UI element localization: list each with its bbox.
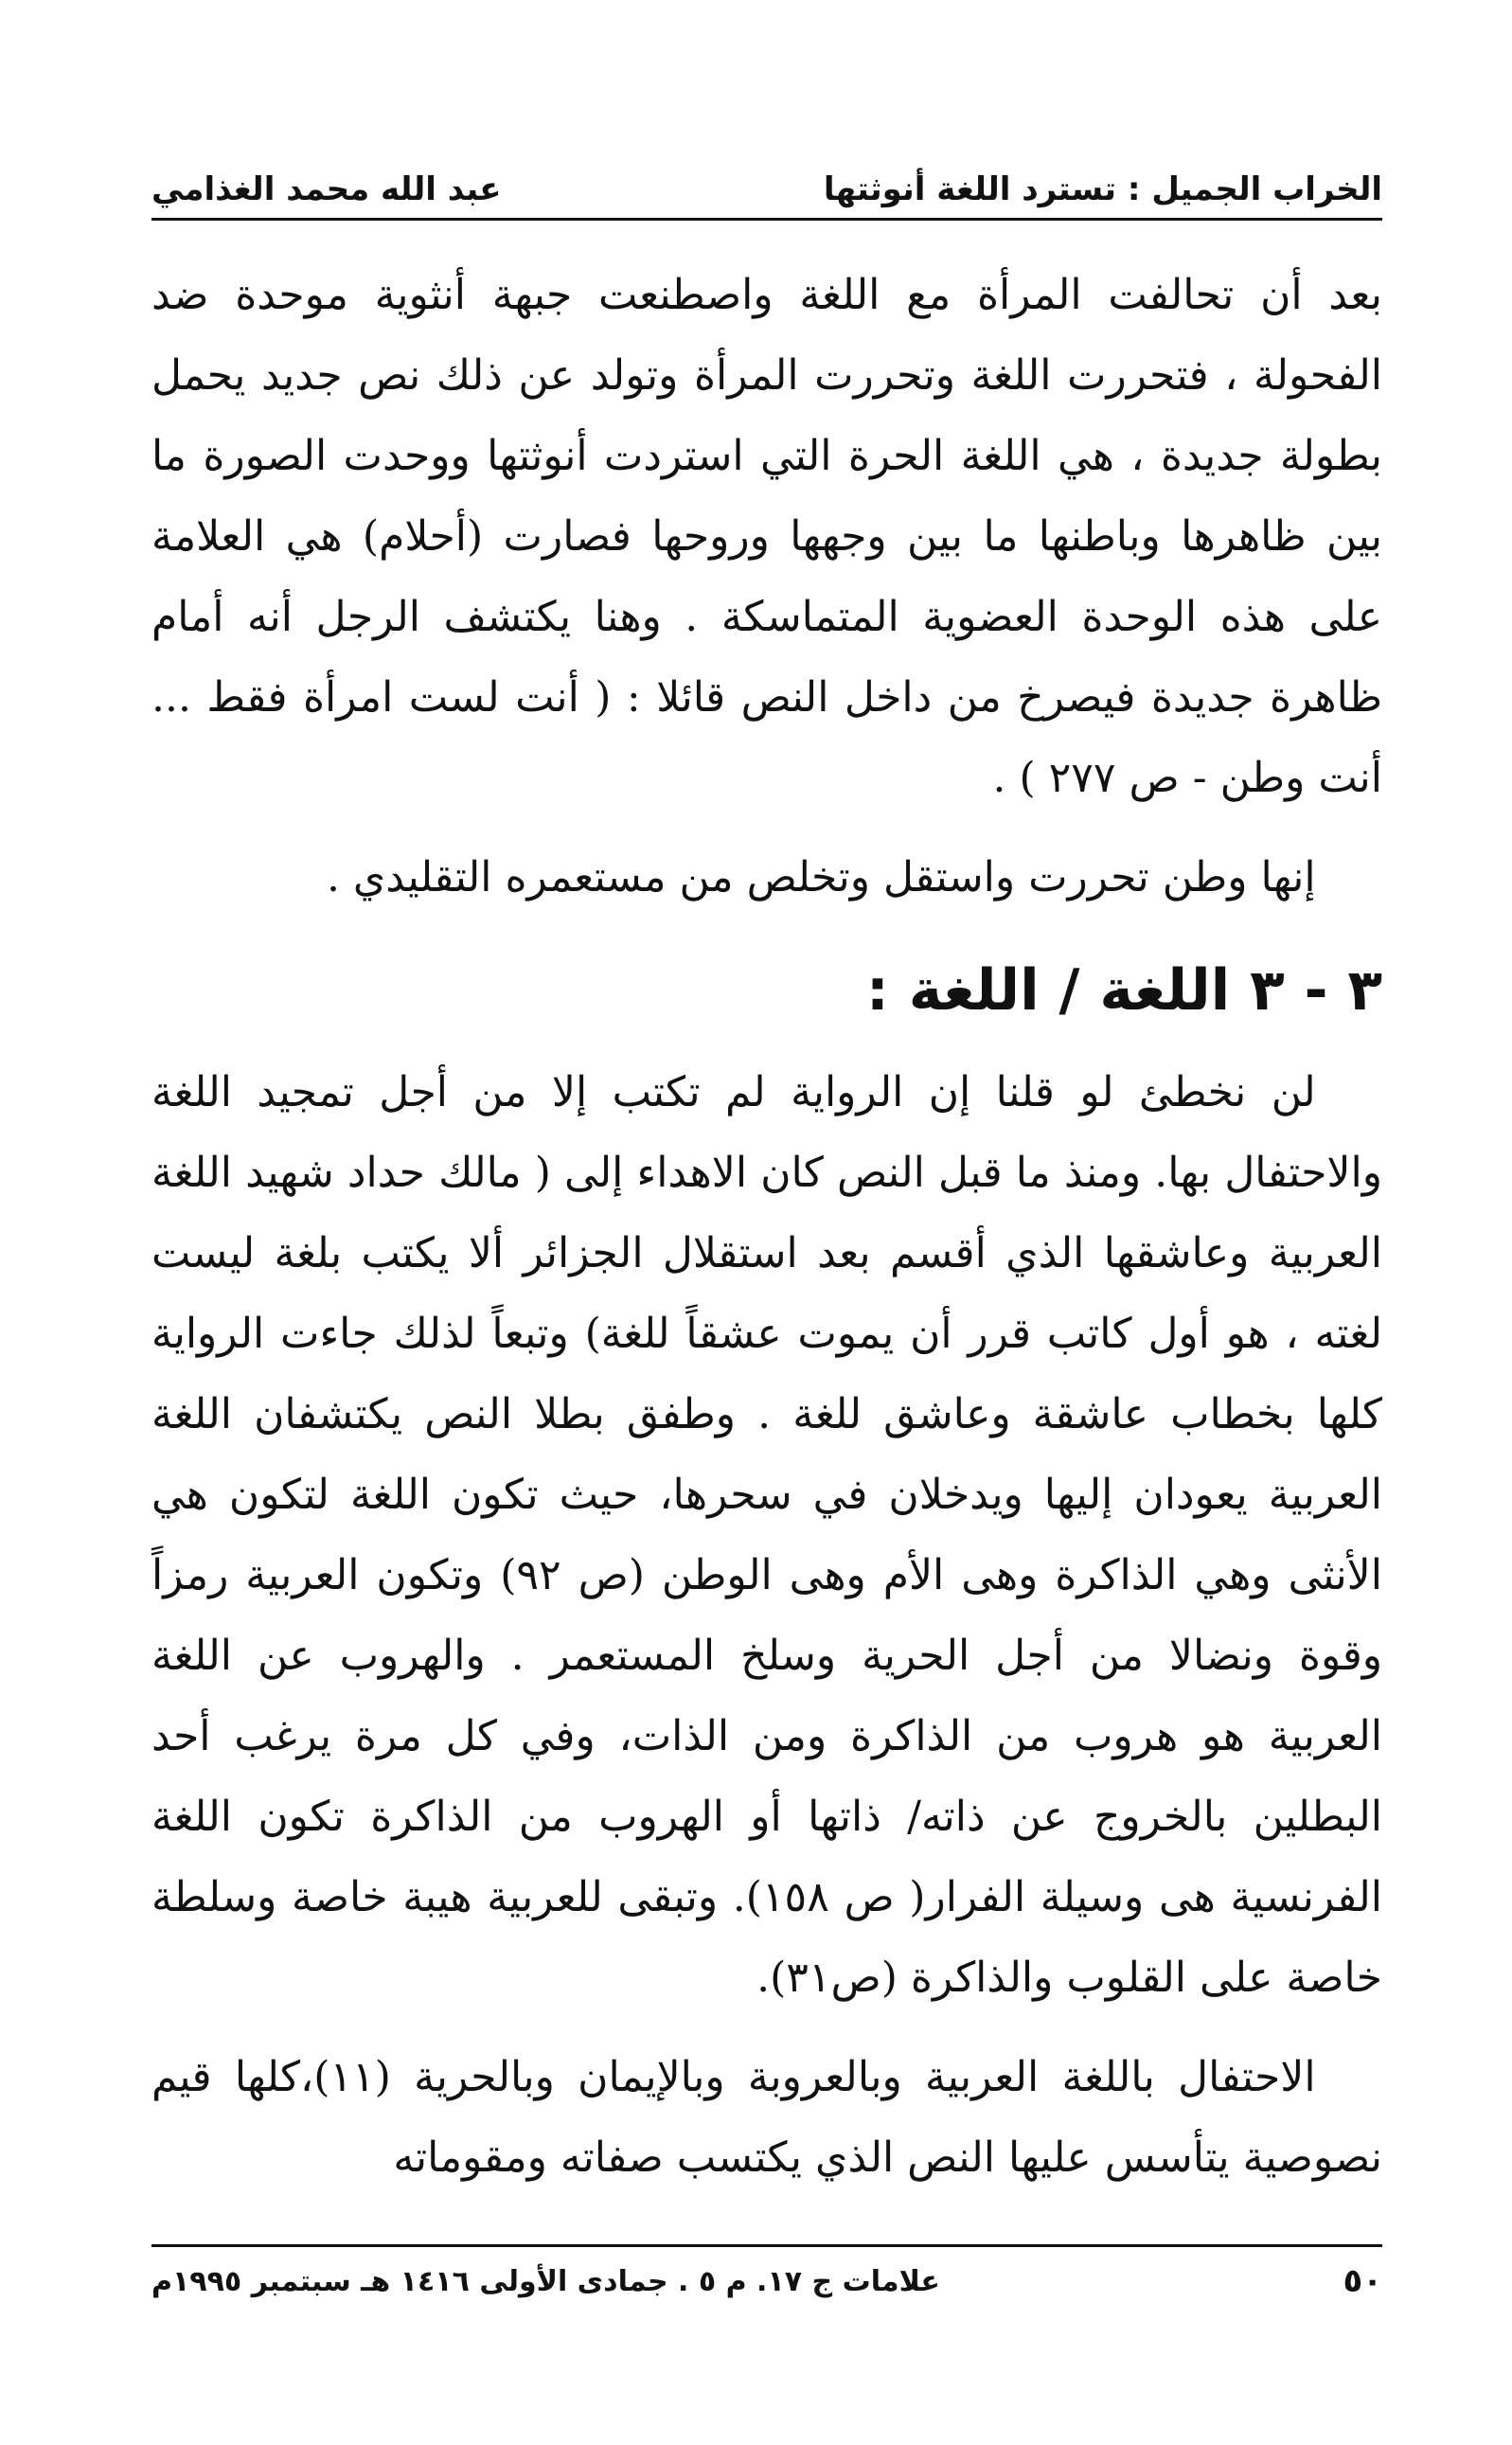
running-header xyxy=(151,142,1382,221)
journal-citation: علامات ج ١٧. م ٥ . جمادى الأولى ١٤١٦ هـ سبتمبر ١٩٩٥م xyxy=(151,2264,940,2298)
paragraph-3: لن نخطئ لو قلنا إن الرواية لم تكتب إلا من أجل تمجيد اللغة والاحتفال بها. ومنذ ما قبل النص كان الاهداء إلى ( مالك حداد شهيد اللغة العربية وعاشقها الذي أقسم بعد استقلال الجزائر ألا يكتب بلغة ليست لغته ، هو أول كاتب قرر أن يموت عشقاً للغة) وتبعاً لذلك جاءت الرواية كلها بخطاب عاشقة وعاشق للغة . وطفق بطلا النص يكتشفان اللغة العربية يعودان إليها ويدخلان في سحرها، حيث تكون اللغة لتكون هي الأنثى وهي الذاكرة وهى الأم وهى الوطن (ص ٩٢) وتكون العربية رمزاً وقوة ونضالا من أجل الحرية وسلخ المستعمر . والهروب عن اللغة العربية هو هروب من الذاكرة ومن الذات، وفي كل مرة يرغب أحد البطلين بالخروج عن ذاته/ ذاتها أو الهروب من الذاكرة تكون اللغة الفرنسية هى وسيلة الفرار( ص ١٥٨). وتبقى للعربية هيبة خاصة وسلطة خاصة على القلوب والذاكرة (ص٣١). xyxy=(151,1068,1383,2002)
page-number: ٥٠ xyxy=(1343,2262,1382,2300)
header-author: عبد الله محمد الغذامي xyxy=(151,170,502,208)
running-footer xyxy=(151,2244,1382,2300)
document-page xyxy=(151,142,1382,2339)
paragraph-4: الاحتفال باللغة العربية وبالعروبة وبالإيمان وبالحرية (١١)،كلها قيم نصوصية يتأسس عليها النص الذي يكتسب صفاته ومقوماته xyxy=(151,2053,1382,2182)
paragraph-2: إنها وطن تحررت واستقل وتخلص من مستعمره التقليدي . xyxy=(326,853,1316,901)
section-heading: ٣ - ٣ اللغة / اللغة : xyxy=(865,957,1382,1024)
header-title: الخراب الجميل : تسترد اللغة أنوثتها xyxy=(823,170,1382,208)
body-text xyxy=(151,255,1382,2198)
paragraph-1: بعد أن تحالفت المرأة مع اللغة واصطنعت جبهة أنثوية موحدة ضد الفحولة ، فتحررت اللغة وتحررت المرأة وتولد عن ذلك نص جديد يحمل بطولة جديدة ، هي اللغة الحرة التي استردت أنوثتها ووحدت الصورة ما بين ظاهرها وباطنها ما بين وجهها وروحها فصارت (أحلام) هي العلامة على هذه الوحدة العضوية المتماسكة . وهنا يكتشف الرجل أنه أمام ظاهرة جديدة فيصرخ من داخل النص قائلا : ( أنت لست امرأة فقط ... أنت وطن - ص ٢٧٧ ) . xyxy=(151,271,1382,802)
